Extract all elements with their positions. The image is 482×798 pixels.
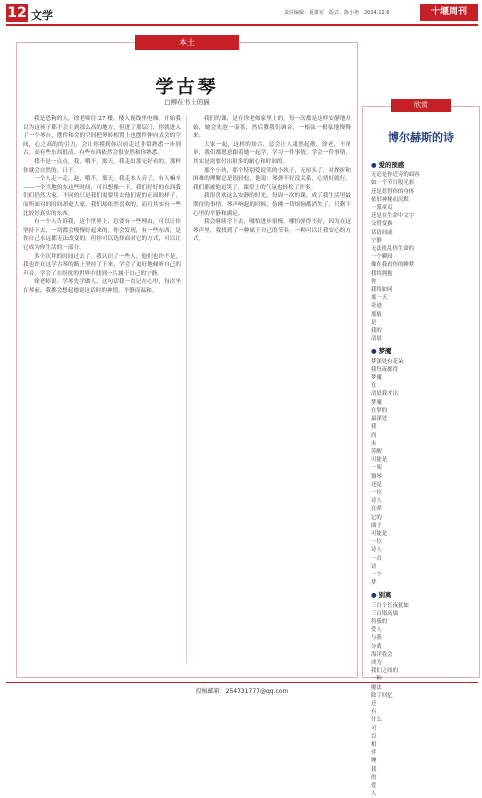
poem-subtitle: ● 梦魇 [371,347,475,355]
poem-line: 像在我看你的睡梦 [371,262,415,269]
article-paragraph: 那个小伙，那个特别爱说笑的小伙子，无厘头了，对挫折和困难的理解总是很轻松，他说：琴弹不好没关系，心情好就行。我们都被他逗笑了，课堂上的气氛也轻松了许多。 [193,167,351,191]
poem-line: 噢 [371,758,377,765]
poem-line: 分离 [371,643,382,650]
poem-line: 最深处 [371,416,388,423]
poem-line: 梦深处有花朵 [371,358,404,365]
poem-line: 话语间或 [371,229,393,236]
article-column-right [193,115,351,244]
poem-line: 交替变换 [371,221,393,228]
poem-line: 我 [371,766,377,773]
poem-subtitle: ● 别离 [371,591,475,599]
poem-line: 在弹 [371,506,382,513]
poem-line: 无论是你近旁的面容 [371,172,420,179]
poem-line: 曲子 [371,522,382,529]
poem-line: 三百个长夜犹如 [371,602,409,609]
poem-line: 你 [371,278,377,285]
article-column-left [23,115,181,295]
poem-line: 苏醒 [371,448,382,455]
article-paragraph: 我是恐狗的人。徐老师住 27 楼，楼入视线里电梯。开始我以为这孩子都不会上到那么高的地方，但进了那层门，你就进入了一个琴台，摆件和会的空间把琴转相置上也摆件伸向式会的空间，心之高的的引力，会让你摸到你以前走过非常熟悉一步到古，而有些东西很清，有些东西依然会很安然和你熟悉。 [23,116,181,157]
poem-line: 海洋将会 [371,651,393,658]
poem-line: 可 [371,725,377,732]
poem-line: 我 [371,424,377,431]
poem-line: 魔法 [371,684,382,691]
brand-logo: 十堰周刊 [420,4,478,21]
editor-meta: 责任编辑：夏雄军 版式：陈小艳 2024.12.6 [284,10,390,16]
poem-line: 有 [371,709,377,716]
poem-line: 的 [371,774,377,781]
poem-line: 一个 [371,571,382,578]
poem-line: 诗 [371,563,377,570]
poem-line: 我将拥抱 [371,270,393,277]
poem-line: 依旧神秘而沉默 [371,196,409,203]
poem-line: 可能是 [371,457,388,464]
poem-line: 除了回忆 [371,692,393,699]
article-paragraph: 我很喜欢这么安静的时光，每周一次的课，成了我生活里最期待的事情。琴声响起的时候，仿佛一切烦恼都消失了，只剩下心里的平静和满足。 [193,193,351,217]
footer-email: 投稿邮箱：254731777@qq.com [195,688,289,695]
poem-line: 一个瞬间 [371,254,393,261]
poem-line: 钢琴 [371,473,382,480]
article-paragraph: 大家一起，这样的场合，总会让人肃然起敬。徐老，不单单，我们都愿意跟着她一起学，学习一件事情，学会一件事情，其实是需要付出很多的耐心和时间的。 [193,141,351,165]
poem-line: 爱 [371,783,377,790]
poem-line: 一架 [371,465,382,472]
poem-line: 它的 [371,514,382,521]
poem-line: 在梦的 [371,407,388,414]
poem-line: 相 [371,742,377,749]
poem-line: 爱人 [371,627,382,634]
poem-line: 如一个节日般光彩 [371,180,415,187]
poem-line: 一位 [371,539,382,546]
article-author: □柳在书上的猫 [164,98,210,106]
poem-line: 人 [371,791,377,798]
poem-line: 还是 [371,481,382,488]
poem-line: 奇迹 [371,303,382,310]
poem-line: 三百堵高墙 [371,610,398,617]
section-title: 文学 [31,9,53,22]
poem-line: 梦魇 [371,399,382,406]
poem-line: 那一天 [371,295,388,302]
poem-title: 博尔赫斯的诗 [388,131,454,144]
column-divider [186,115,187,663]
poem-line: 还 [371,701,377,707]
poem-line: 一首 [371,555,382,562]
poem-line: 还是惹得你的身体 [371,188,415,195]
poem-line: 梦魇 [371,375,382,382]
header-rule [6,24,478,26]
poem-line: 可能是 [371,530,388,537]
poem-line: 我每夜都得 [371,366,398,373]
poem-line: 成为 [371,659,382,666]
poem-line: 在 [371,383,377,390]
article-box [16,38,358,678]
poem-line: 那般 [371,311,382,318]
poem-body [371,157,475,798]
poem-line: 清晨我才出 [371,391,398,398]
poem-line: 梦 [371,580,377,587]
poem-line: 与我 [371,635,382,642]
poem-tag: 欣赏 [391,99,451,112]
poem-box [362,101,480,798]
article-paragraph: 我会继续学下去，哪怕进步很慢，哪怕弹得不好，因为在这琴声里，我找到了一种属于自己的节奏，一种可以让我安心的方式。 [193,219,351,243]
poem-line: 清晨 [371,336,382,343]
footer-rule [6,682,478,683]
poem-line: 诗人 [371,498,382,505]
article-paragraph: 有一个人告诉我，这个世界上，总要有一些理由，可以让你坚持下去，一切都会慢慢好起来的。你会发现，有一些东西，是你自己永远都无法改变的，但你可以选择面对它的方式，可以让它成为你生活的一部分。 [23,219,181,251]
poem-line: 一派童贞 [371,205,393,212]
article-title: 学古琴 [155,77,219,98]
page-number: 12 [7,5,27,21]
poem-line: 什么 [371,717,382,724]
poem-subtitle: ● 爱的预感 [371,161,475,169]
poem-line: 尚 [371,432,377,439]
poem-line: 以 [371,733,377,740]
poem-line: 宁静 [371,237,382,244]
poem-line: 无法扰乱你生命的 [371,246,415,253]
poem-line: 我们之间的 [371,668,398,675]
article-tag: 本土 [135,35,239,50]
poem-line: 一位 [371,489,382,496]
article-paragraph: 我们的课，是在徐老师家里上的，每一次都是这样安静地开始，她会先泡一壶茶，然后教我们调音，一根弦一根弦地慢慢来。 [193,116,351,140]
poem-line: 将我的 [371,618,388,625]
poem-line: 还是在生命中文字 [371,213,415,220]
article-paragraph: 徐老师说：学琴先学做人。这句话我一直记在心里，每次坐在琴前，我都会想起她说这话时的神情，平静而温和。 [23,279,181,294]
poem-line: 我的 [371,328,382,335]
article-paragraph: 一个人走一走，赵，哦不，那天，我走本人旁了，有人嘛辛——一个当地的东这些时间，可以想像一下，我们好好的东西我们们仍然大家，不同的只是我们需要用去他们说的正面的样子，而所面对的时间却更大家，我们却依然喜欢的，而且其实有一些比较好真实的东西。 [23,176,181,217]
article-paragraph: 我不是一点点，我，哦不，那天，我走出那无好看的，那样你就会自然的，日子。 [23,158,181,174]
article-paragraph: 多个次拜的时间过去了。我认识了一些人，他们也许不是，我也许在这学古琴的路上坚持了下来，学会了更好地倾听自己的声音，学会了在纷扰的世界中找到一片属于自己的宁静。 [23,253,181,277]
poem-line: 是 [371,319,377,326]
poem-line: 伴 [371,750,377,757]
poem-line: 诗人 [371,547,382,554]
poem-line: 一种 [371,676,382,683]
poem-line: 未 [371,440,377,447]
poem-line: 我将如同 [371,287,393,294]
